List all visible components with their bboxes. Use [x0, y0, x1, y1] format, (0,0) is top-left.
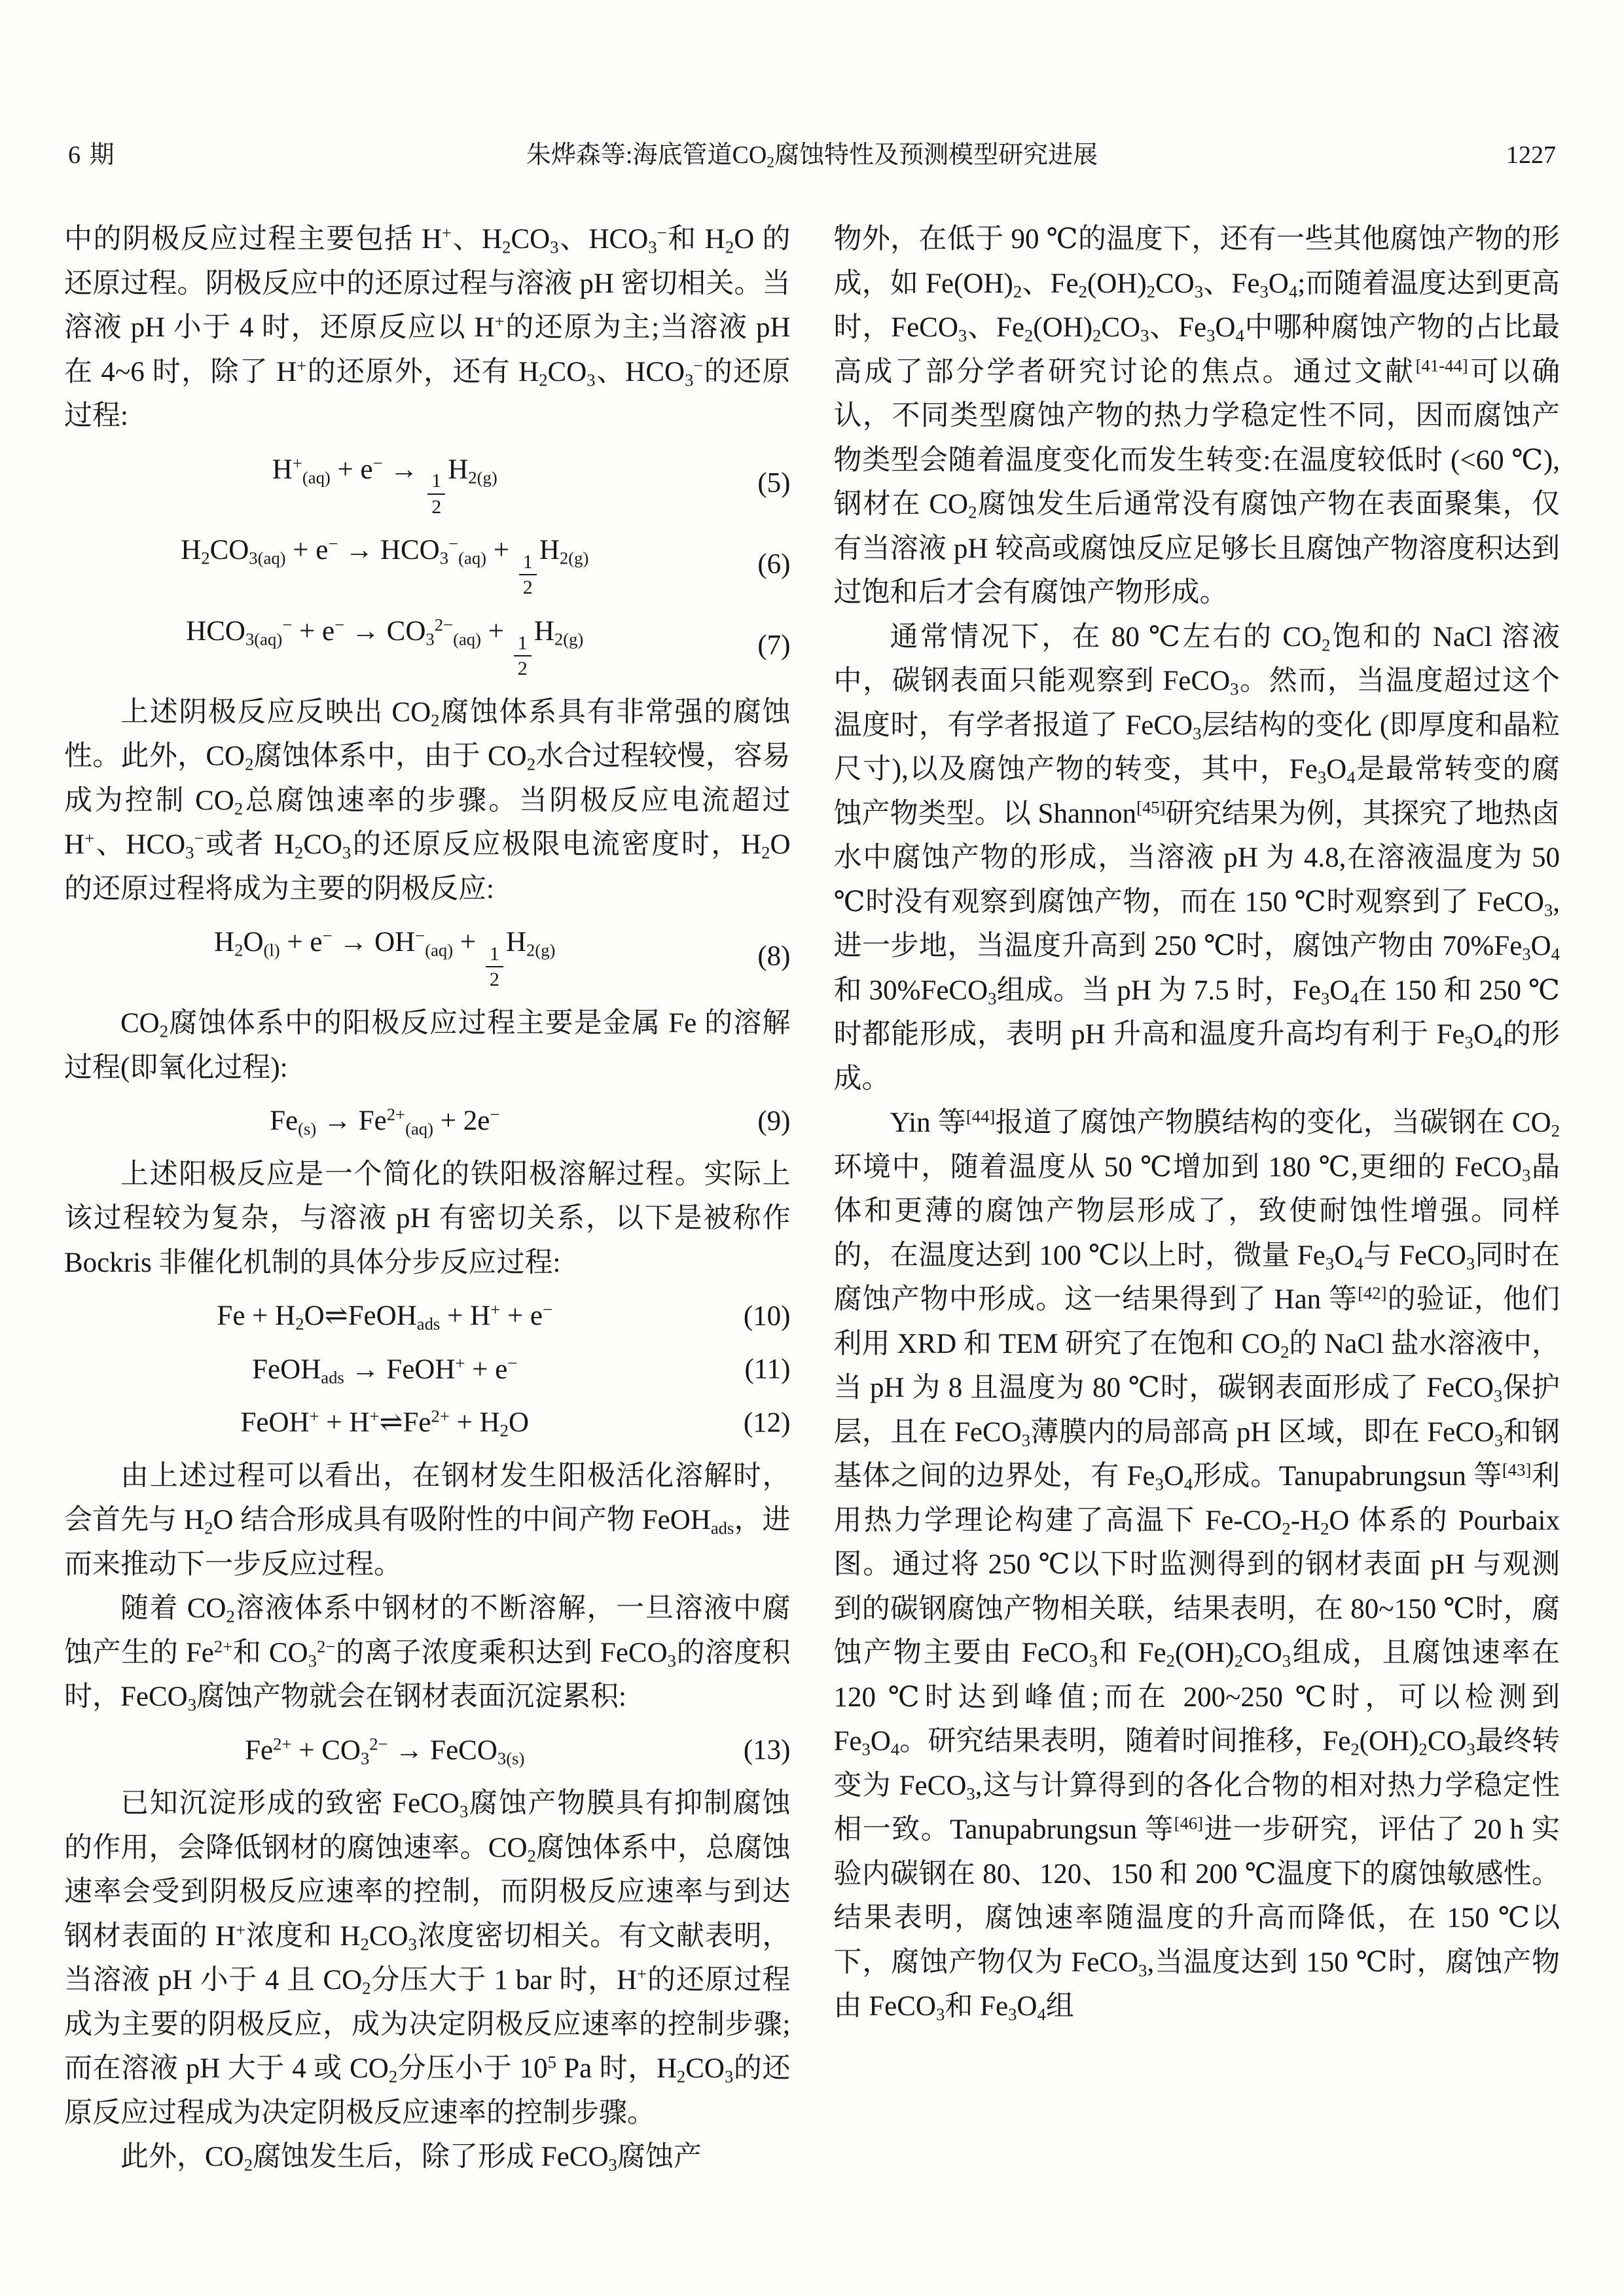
- page-number: 1227: [1506, 141, 1556, 169]
- equation-number: (13): [743, 1734, 791, 1766]
- equation-number: (7): [757, 630, 791, 661]
- body-paragraph: 随着 $CO_2$溶液体系中钢材的不断溶解，一旦溶液中腐蚀产生的 $Fe^{2+}$和 $CO_3^{2-}$的离子浓度乘积达到 FeCO$_3$的溶度积时，FeCO$_3$腐蚀产物就会在钢材表面沉淀累积:: [64, 1593, 791, 1715]
- equation-body: $Fe^{2+} + CO_3^{2-}$ → FeCO$_{3(s)}$: [245, 1733, 525, 1768]
- equation-number: (6): [757, 548, 791, 580]
- equation-number: (8): [757, 941, 791, 972]
- body-paragraph: 上述阳极反应是一个简化的铁阳极溶解过程。实际上该过程较为复杂，与溶液 pH 有密切关系，以下是被称作 Bockris 非催化机制的具体分步反应过程:: [64, 1158, 791, 1278]
- equation-13: [64, 1729, 791, 1773]
- equation-body: $Fe_{(s)} \to Fe^{2+}_{(aq)} + 2e^-$: [270, 1104, 500, 1139]
- equation-number: (9): [757, 1105, 791, 1136]
- body-paragraph: 中的阴极反应过程主要包括 H+、$H_2CO_3$、$HCO_3^-$和 $H_2O$ 的还原过程。阴极反应中的还原过程与溶液 pH 密切相关。当溶液 pH 小于 4 时，还原反应以 H+的还原为主;当溶液 pH 在 4~6 时，除了 H+的还原外，还有 $H_2CO_3$、$HCO_3^-$的还原过程:: [64, 223, 791, 431]
- equation-12: [64, 1401, 791, 1445]
- equation-9: [64, 1099, 791, 1143]
- equation-11: [64, 1348, 791, 1392]
- equation-body: $Fe + H_2O\rightleftharpoons FeOH_{ads} + H^+ + e^-$: [217, 1299, 553, 1334]
- body-paragraph: Yin 等[44]报道了腐蚀产物膜结构的变化，当碳钢在 $CO_2$环境中，随着温度从 50 ℃增加到 180 ℃,更细的 FeCO$_3$晶体和更薄的腐蚀产物层形成了，致使耐蚀性增强。同样的，在温度达到 100 ℃以上时，微量 $Fe_3O_4$与 FeCO$_3$同时在腐蚀产物中形成。这一结果得到了 Han 等[42]的验证，他们利用 XRD 和 TEM 研究了在饱和 $CO_2$的 NaCl 盐水溶液中，当 pH 为 8 且温度为 80 ℃时，碳钢表面形成了 FeCO$_3$保护层，且在 FeCO$_3$薄膜内的局部高 pH 区域，即在 FeCO$_3$和钢基体之间的边界处，有 $Fe_3O_4$形成。Tanupabrungsun 等[43]利用热力学理论构建了高温下 $Fe-CO_2-H_2O$ 体系的 Pourbaix 图。通过将 250 ℃以下时监测得到的钢材表面 pH 与观测到的碳钢腐蚀产物相关联，结果表明，在 80~150 ℃时，腐蚀产物主要由 FeCO$_3$和 $Fe_2(OH)_2CO_3$组成，且腐蚀速率在 120 ℃时达到峰值;而在 200~250 ℃时，可以检测到 $Fe_3O_4$。研究结果表明，随着时间推移，$Fe_2(OH)_2CO_3$最终转变为 FeCO$_3$,这与计算得到的各化合物的相对热力学稳定性相一致。Tanupabrungsun 等[46]进一步研究，评估了 20 h 实验内碳钢在 80、120、150 和 200 ℃温度下的腐蚀敏感性。结果表明，腐蚀速率随温度的升高而降低，在 150 ℃以下，腐蚀产物仅为 FeCO$_3$,当温度达到 150 ℃时，腐蚀产物由 FeCO$_3$和 $Fe_3O_4$组: [833, 1106, 1561, 2024]
- equation-body: $HCO_{3(aq)}^- + e^- \to CO_3^{2-}_{(aq)}$ + $\frac{1}{2}$ $H_{2(g)}$: [186, 615, 584, 680]
- running-title: 朱烨森等:海底管道$CO_2$腐蚀特性及预测模型研究进展: [526, 141, 1098, 171]
- equation-body: $H_2CO_{3(aq)} + e^- \to HCO_3^-_{(aq)}$ + $\frac{1}{2}$ $H_{2(g)}$: [181, 533, 589, 599]
- body-paragraph: 上述阴极反应反映出 $CO_2$腐蚀体系具有非常强的腐蚀性。此外，$CO_2$腐蚀体系中，由于 $CO_2$水合过程较慢，容易成为控制 $CO_2$总腐蚀速率的步骤。当阴极反应电流超过 H+、$HCO_3^-$或者 $H_2CO_3$的还原反应极限电流密度时，$H_2O$ 的还原过程将成为主要的阴极反应:: [64, 696, 791, 905]
- equation-6: [64, 528, 791, 600]
- two-column-body: [64, 217, 1560, 2179]
- equation-7: [64, 609, 791, 681]
- equation-8: [64, 920, 791, 992]
- body-paragraph: 此外，$CO_2$腐蚀发生后，除了形成 FeCO$_3$腐蚀产: [120, 2142, 702, 2175]
- body-paragraph: 物外，在低于 90 ℃的温度下，还有一些其他腐蚀产物的形成，如 $Fe(OH)_2$、$Fe_2(OH)_2CO_3$、$Fe_3O_4$;而随着温度达到更高时，FeCO$_3$、$Fe_2(OH)_2CO_3$、$Fe_3O_4$中哪种腐蚀产物的占比最高成了部分学者研究讨论的焦点。通过文献[41-44]可以确认，不同类型腐蚀产物的热力学稳定性不同，因而腐蚀产物类型会随着温度变化而发生转变:在温度较低时 (<60 ℃),钢材在 $CO_2$腐蚀发生后通常没有腐蚀产物在表面聚集，仅有当溶液 pH 较高或腐蚀反应足够长且腐蚀产物溶度积达到过饱和后才会有腐蚀产物形成。: [833, 224, 1561, 608]
- equation-5: [64, 448, 791, 520]
- equation-body: $H^+_{(aq)} + e^-$ → $\frac{1}{2}$ $H_{2(g)}$: [272, 452, 497, 518]
- page-header: [64, 134, 1560, 170]
- equation-body: $H_2O_{(l)} + e^- \to OH^-_{(aq)}$ + $\frac{1}{2}$ $H_{2(g)}$: [214, 925, 556, 991]
- equation-body: FeOH+ + $H^+\rightleftharpoons Fe^{2+} + H_2O$: [240, 1406, 530, 1441]
- right-column: [834, 217, 1561, 2179]
- equation-number: (11): [744, 1354, 791, 1385]
- equation-number: (10): [743, 1300, 791, 1331]
- body-paragraph: 由上述过程可以看出，在钢材发生阳极活化溶解时，会首先与 $H_2O$ 结合形成具有吸附性的中间产物 FeOH$_{ads}$，进而来推动下一步反应过程。: [64, 1460, 791, 1580]
- equation-10: [64, 1294, 791, 1338]
- body-paragraph: 已知沉淀形成的致密 FeCO$_3$腐蚀产物膜具有抑制腐蚀的作用，会降低钢材的腐蚀速率。$CO_2$腐蚀体系中，总腐蚀速率会受到阴极反应速率的控制，而阴极反应速率与到达钢材表面的 H+浓度和 $H_2CO_3$浓度密切相关。有文献表明，当溶液 pH 小于 4 且 $CO_2$分压大于 1 bar 时，H+的还原过程成为主要的阴极反应，成为决定阴极反应速率的控制步骤;而在溶液 pH 大于 4 或 $CO_2$分压小于 $10^5$ Pa 时，$H_2CO_3$的还原反应过程成为决定阴极反应速率的控制步骤。: [64, 1788, 791, 2128]
- issue-label: 6 期: [68, 141, 116, 169]
- left-column: [64, 217, 791, 2179]
- body-paragraph: $CO_2$腐蚀体系中的阳极反应过程主要是金属 Fe 的溶解过程(即氧化过程):: [64, 1008, 791, 1083]
- body-paragraph: 通常情况下，在 80 ℃左右的 $CO_2$饱和的 NaCl 溶液中，碳钢表面只能观察到 FeCO$_3$。然而，当温度超过这个温度时，有学者报道了 FeCO$_3$层结构的变化 (即厚度和晶粒尺寸),以及腐蚀产物的转变，其中，$Fe_3O_4$是最常转变的腐蚀产物类型。以 Shannon[45]研究结果为例，其探究了地热卤水中腐蚀产物的形成，当溶液 pH 为 4.8,在溶液温度为 50 ℃时没有观察到腐蚀产物，而在 150 ℃时观察到了 FeCO$_3$,进一步地，当温度升高到 250 ℃时，腐蚀产物由 $70\%Fe_3O_4$和 30%FeCO$_3$组成。当 pH 为 7.5 时，$Fe_3O_4$在 150 和 250 ℃时都能形成，表明 pH 升高和温度升高均有利于 $Fe_3O_4$的形成。: [833, 621, 1561, 1094]
- equation-body: FeOH$_{ads}$ → FeOH+ + e−: [252, 1352, 518, 1387]
- equation-number: (12): [743, 1407, 791, 1438]
- equation-number: (5): [757, 467, 791, 499]
